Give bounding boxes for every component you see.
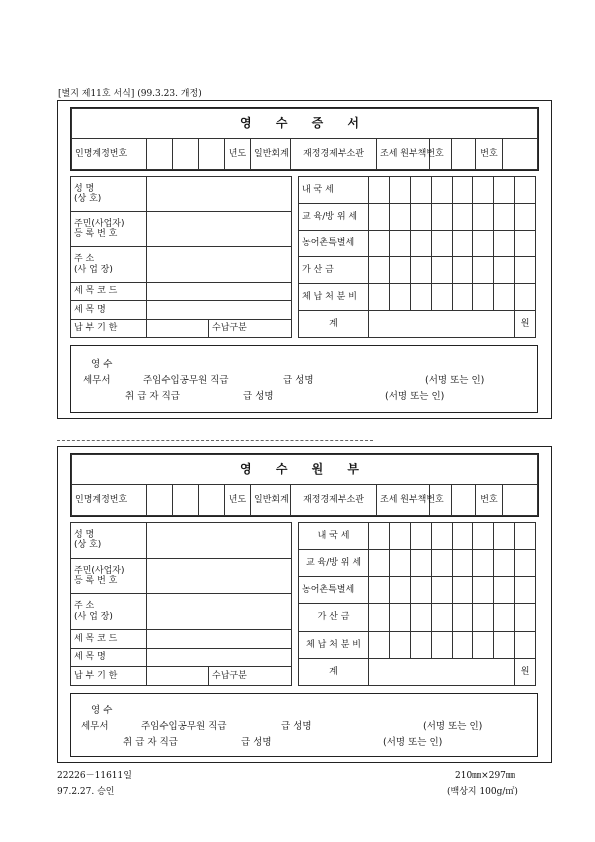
amount-cell[interactable] bbox=[389, 257, 410, 284]
tax-code-label: 세 목 코 드 bbox=[71, 630, 147, 649]
amount-cell[interactable] bbox=[410, 604, 431, 631]
tax-label: 조세 bbox=[380, 494, 398, 505]
amount-cell[interactable] bbox=[515, 604, 536, 631]
receipt-label: 영 수 bbox=[91, 705, 113, 716]
total-label: 계 bbox=[299, 311, 369, 338]
name-field[interactable] bbox=[147, 523, 292, 559]
signature-block bbox=[70, 693, 538, 757]
amount-cell[interactable] bbox=[410, 177, 431, 204]
ledger-field-2[interactable] bbox=[452, 139, 476, 170]
grade-name-label: 급 성명 bbox=[281, 721, 312, 732]
amount-cell[interactable] bbox=[410, 577, 431, 604]
amount-cell[interactable] bbox=[369, 550, 390, 577]
collection-type-label: 수납구분 bbox=[209, 319, 292, 337]
amount-cell[interactable] bbox=[515, 203, 536, 230]
form-title: 영 수 증 서 bbox=[72, 109, 538, 139]
tax-office-label: 세무서 bbox=[81, 721, 109, 732]
amount-cell[interactable] bbox=[473, 631, 494, 658]
amount-cell[interactable] bbox=[431, 523, 452, 550]
amount-cell[interactable] bbox=[473, 550, 494, 577]
amount-cell[interactable] bbox=[410, 523, 431, 550]
handler-sign-label: (서명 또는 인) bbox=[383, 737, 443, 748]
receipt-form bbox=[57, 100, 552, 419]
amount-cell[interactable] bbox=[410, 230, 431, 257]
amount-cell[interactable] bbox=[494, 631, 515, 658]
amount-cell[interactable] bbox=[515, 284, 536, 311]
amount-cell[interactable] bbox=[369, 257, 390, 284]
total-field[interactable] bbox=[369, 311, 515, 338]
payer-table bbox=[70, 522, 292, 686]
arrears-label: 체 납 처 분 비 bbox=[299, 284, 369, 311]
amount-cell[interactable] bbox=[431, 230, 452, 257]
amount-cell[interactable] bbox=[494, 550, 515, 577]
amount-cell[interactable] bbox=[515, 230, 536, 257]
name-field[interactable] bbox=[147, 177, 292, 212]
general-account-label: 일반회계 bbox=[251, 139, 291, 170]
amount-cell[interactable] bbox=[389, 177, 410, 204]
due-date-label: 납 부 기 한 bbox=[71, 667, 147, 686]
due-date-label: 납 부 기 한 bbox=[71, 319, 147, 337]
won-label: 원 bbox=[515, 311, 536, 338]
amount-cell[interactable] bbox=[389, 577, 410, 604]
amount-cell[interactable] bbox=[389, 523, 410, 550]
amount-cell[interactable] bbox=[452, 284, 473, 311]
domestic-tax-label: 내 국 세 bbox=[299, 177, 369, 204]
general-account-label: 일반회계 bbox=[251, 485, 291, 516]
cut-line bbox=[57, 440, 373, 441]
tax-item-field[interactable] bbox=[147, 301, 292, 319]
penalty-label: 가 산 금 bbox=[299, 604, 369, 631]
amount-cell[interactable] bbox=[515, 177, 536, 204]
ledger-label bbox=[377, 485, 444, 516]
sign-label: (서명 또는 인) bbox=[425, 375, 485, 386]
due-date-field[interactable] bbox=[147, 667, 209, 686]
year-field[interactable] bbox=[199, 139, 225, 170]
collection-type-label: 수납구분 bbox=[209, 667, 292, 686]
form-note: [별지 제11호 서식] (99.3.23. 개정) bbox=[58, 89, 202, 99]
amount-cell[interactable] bbox=[410, 257, 431, 284]
account-no-field[interactable] bbox=[173, 139, 199, 170]
handler-sign-label: (서명 또는 인) bbox=[385, 391, 445, 402]
amount-cell[interactable] bbox=[494, 177, 515, 204]
payer-table bbox=[70, 176, 292, 338]
amount-cell[interactable] bbox=[452, 177, 473, 204]
tax-office-label: 세무서 bbox=[83, 375, 111, 386]
amount-cell[interactable] bbox=[431, 177, 452, 204]
officer-label: 주임수입공무원 직급 bbox=[143, 375, 229, 386]
tax-code-label: 세 목 코 드 bbox=[71, 282, 147, 300]
due-date-field[interactable] bbox=[147, 319, 209, 337]
tax-item-label: 세 목 명 bbox=[71, 648, 147, 667]
tax-code-field[interactable] bbox=[147, 282, 292, 300]
handler-name-label: 급 성명 bbox=[243, 391, 274, 402]
tax-item-field[interactable] bbox=[147, 648, 292, 667]
amount-cell[interactable] bbox=[494, 284, 515, 311]
education-tax-label: 교 육/방 위 세 bbox=[299, 203, 369, 230]
tax-item-label: 세 목 명 bbox=[71, 301, 147, 319]
amount-cell[interactable] bbox=[473, 257, 494, 284]
grade-name-label: 급 성명 bbox=[283, 375, 314, 386]
address-field[interactable] bbox=[147, 594, 292, 630]
amount-cell[interactable] bbox=[494, 604, 515, 631]
amount-cell[interactable] bbox=[515, 550, 536, 577]
amount-cell[interactable] bbox=[410, 550, 431, 577]
form-code: 22226－11611일 bbox=[57, 771, 132, 781]
amount-cell[interactable] bbox=[473, 203, 494, 230]
officer-label: 주임수입공무원 직급 bbox=[141, 721, 227, 732]
year-label: 년도 bbox=[225, 139, 251, 170]
amount-cell[interactable] bbox=[494, 203, 515, 230]
amount-table bbox=[298, 522, 536, 686]
ledger-form bbox=[57, 446, 552, 763]
amount-cell[interactable] bbox=[389, 284, 410, 311]
amount-cell[interactable] bbox=[431, 577, 452, 604]
name-label: 성 명 (상 호) bbox=[71, 523, 147, 559]
amount-cell[interactable] bbox=[515, 577, 536, 604]
sign-label: (서명 또는 인) bbox=[423, 721, 483, 732]
form-title: 영 수 원 부 bbox=[72, 455, 538, 485]
amount-cell[interactable] bbox=[369, 604, 390, 631]
reg-no-label: 주민(사업자) 등 록 번 호 bbox=[71, 212, 147, 247]
amount-cell[interactable] bbox=[369, 177, 390, 204]
number-label: 번호 bbox=[476, 139, 503, 170]
amount-cell[interactable] bbox=[369, 631, 390, 658]
address-label: 주 소 (사 업 장) bbox=[71, 594, 147, 630]
account-no-field[interactable] bbox=[147, 139, 173, 170]
rural-tax-label: 농어촌특별세 bbox=[299, 230, 369, 257]
paper-size: 210㎜×297㎜ bbox=[455, 771, 515, 781]
won-label: 원 bbox=[515, 658, 536, 685]
amount-cell[interactable] bbox=[473, 230, 494, 257]
tax-code-field[interactable] bbox=[147, 630, 292, 649]
amount-cell[interactable] bbox=[494, 523, 515, 550]
amount-cell[interactable] bbox=[410, 203, 431, 230]
amount-cell[interactable] bbox=[473, 177, 494, 204]
amount-cell[interactable] bbox=[452, 550, 473, 577]
amount-cell[interactable] bbox=[494, 577, 515, 604]
amount-cell[interactable] bbox=[369, 203, 390, 230]
account-no-label: 인명계정번호 bbox=[72, 485, 147, 516]
amount-table bbox=[298, 176, 536, 338]
number-label: 번호 bbox=[476, 485, 503, 516]
reg-no-field[interactable] bbox=[147, 558, 292, 594]
amount-cell[interactable] bbox=[431, 284, 452, 311]
handler-label: 취 급 자 직급 bbox=[123, 737, 178, 748]
amount-cell[interactable] bbox=[473, 604, 494, 631]
amount-cell[interactable] bbox=[431, 550, 452, 577]
account-no-field[interactable] bbox=[147, 485, 173, 516]
paper-type: (백상지 100g/㎡) bbox=[447, 787, 518, 797]
amount-cell[interactable] bbox=[452, 230, 473, 257]
amount-cell[interactable] bbox=[452, 203, 473, 230]
signature-block bbox=[70, 345, 538, 413]
ledger-label bbox=[377, 139, 444, 170]
amount-cell[interactable] bbox=[389, 203, 410, 230]
total-field[interactable] bbox=[369, 658, 515, 685]
account-no-field[interactable] bbox=[173, 485, 199, 516]
amount-cell[interactable] bbox=[515, 523, 536, 550]
amount-cell[interactable] bbox=[452, 631, 473, 658]
amount-cell[interactable] bbox=[389, 550, 410, 577]
amount-cell[interactable] bbox=[431, 257, 452, 284]
amount-cell[interactable] bbox=[369, 230, 390, 257]
handler-name-label: 급 성명 bbox=[241, 737, 272, 748]
amount-cell[interactable] bbox=[389, 631, 410, 658]
amount-cell[interactable] bbox=[473, 577, 494, 604]
domestic-tax-label: 내 국 세 bbox=[299, 523, 369, 550]
ministry-label: 재정경제부소관 bbox=[291, 139, 377, 170]
ledger-label-text: 원부책번호 bbox=[400, 494, 444, 505]
ministry-label: 재정경제부소관 bbox=[291, 485, 377, 516]
amount-cell[interactable] bbox=[515, 631, 536, 658]
rural-tax-label: 농어촌특별세 bbox=[299, 577, 369, 604]
tax-label: 조세 bbox=[380, 148, 398, 159]
amount-cell[interactable] bbox=[369, 284, 390, 311]
handler-label: 취 급 자 직급 bbox=[125, 391, 180, 402]
amount-cell[interactable] bbox=[389, 604, 410, 631]
name-label: 성 명 (상 호) bbox=[71, 177, 147, 212]
amount-cell[interactable] bbox=[473, 523, 494, 550]
amount-cell[interactable] bbox=[410, 631, 431, 658]
reg-no-label: 주민(사업자) 등 록 번 호 bbox=[71, 558, 147, 594]
amount-cell[interactable] bbox=[369, 577, 390, 604]
amount-cell[interactable] bbox=[452, 523, 473, 550]
penalty-label: 가 산 금 bbox=[299, 257, 369, 284]
number-field[interactable] bbox=[503, 485, 538, 516]
amount-cell[interactable] bbox=[369, 523, 390, 550]
amount-cell[interactable] bbox=[410, 284, 431, 311]
arrears-label: 체 납 처 분 비 bbox=[299, 631, 369, 658]
account-no-label: 인명계정번호 bbox=[72, 139, 147, 170]
year-label: 년도 bbox=[225, 485, 251, 516]
amount-cell[interactable] bbox=[431, 631, 452, 658]
amount-cell[interactable] bbox=[431, 604, 452, 631]
amount-cell[interactable] bbox=[473, 284, 494, 311]
approval-date: 97.2.27. 승인 bbox=[57, 787, 115, 797]
total-label: 계 bbox=[299, 658, 369, 685]
reg-no-field[interactable] bbox=[147, 212, 292, 247]
receipt-label: 영 수 bbox=[91, 359, 113, 370]
ledger-label-text: 원부책번호 bbox=[400, 148, 444, 159]
year-field[interactable] bbox=[199, 485, 225, 516]
header-table bbox=[70, 453, 539, 517]
amount-cell[interactable] bbox=[494, 257, 515, 284]
amount-cell[interactable] bbox=[431, 203, 452, 230]
number-field[interactable] bbox=[503, 139, 538, 170]
amount-cell[interactable] bbox=[494, 230, 515, 257]
address-field[interactable] bbox=[147, 247, 292, 282]
amount-cell[interactable] bbox=[389, 230, 410, 257]
header-table bbox=[70, 107, 539, 171]
ledger-field-2[interactable] bbox=[452, 485, 476, 516]
amount-cell[interactable] bbox=[452, 604, 473, 631]
amount-cell[interactable] bbox=[452, 577, 473, 604]
address-label: 주 소 (사 업 장) bbox=[71, 247, 147, 282]
amount-cell[interactable] bbox=[452, 257, 473, 284]
amount-cell[interactable] bbox=[515, 257, 536, 284]
education-tax-label: 교 육/방 위 세 bbox=[299, 550, 369, 577]
